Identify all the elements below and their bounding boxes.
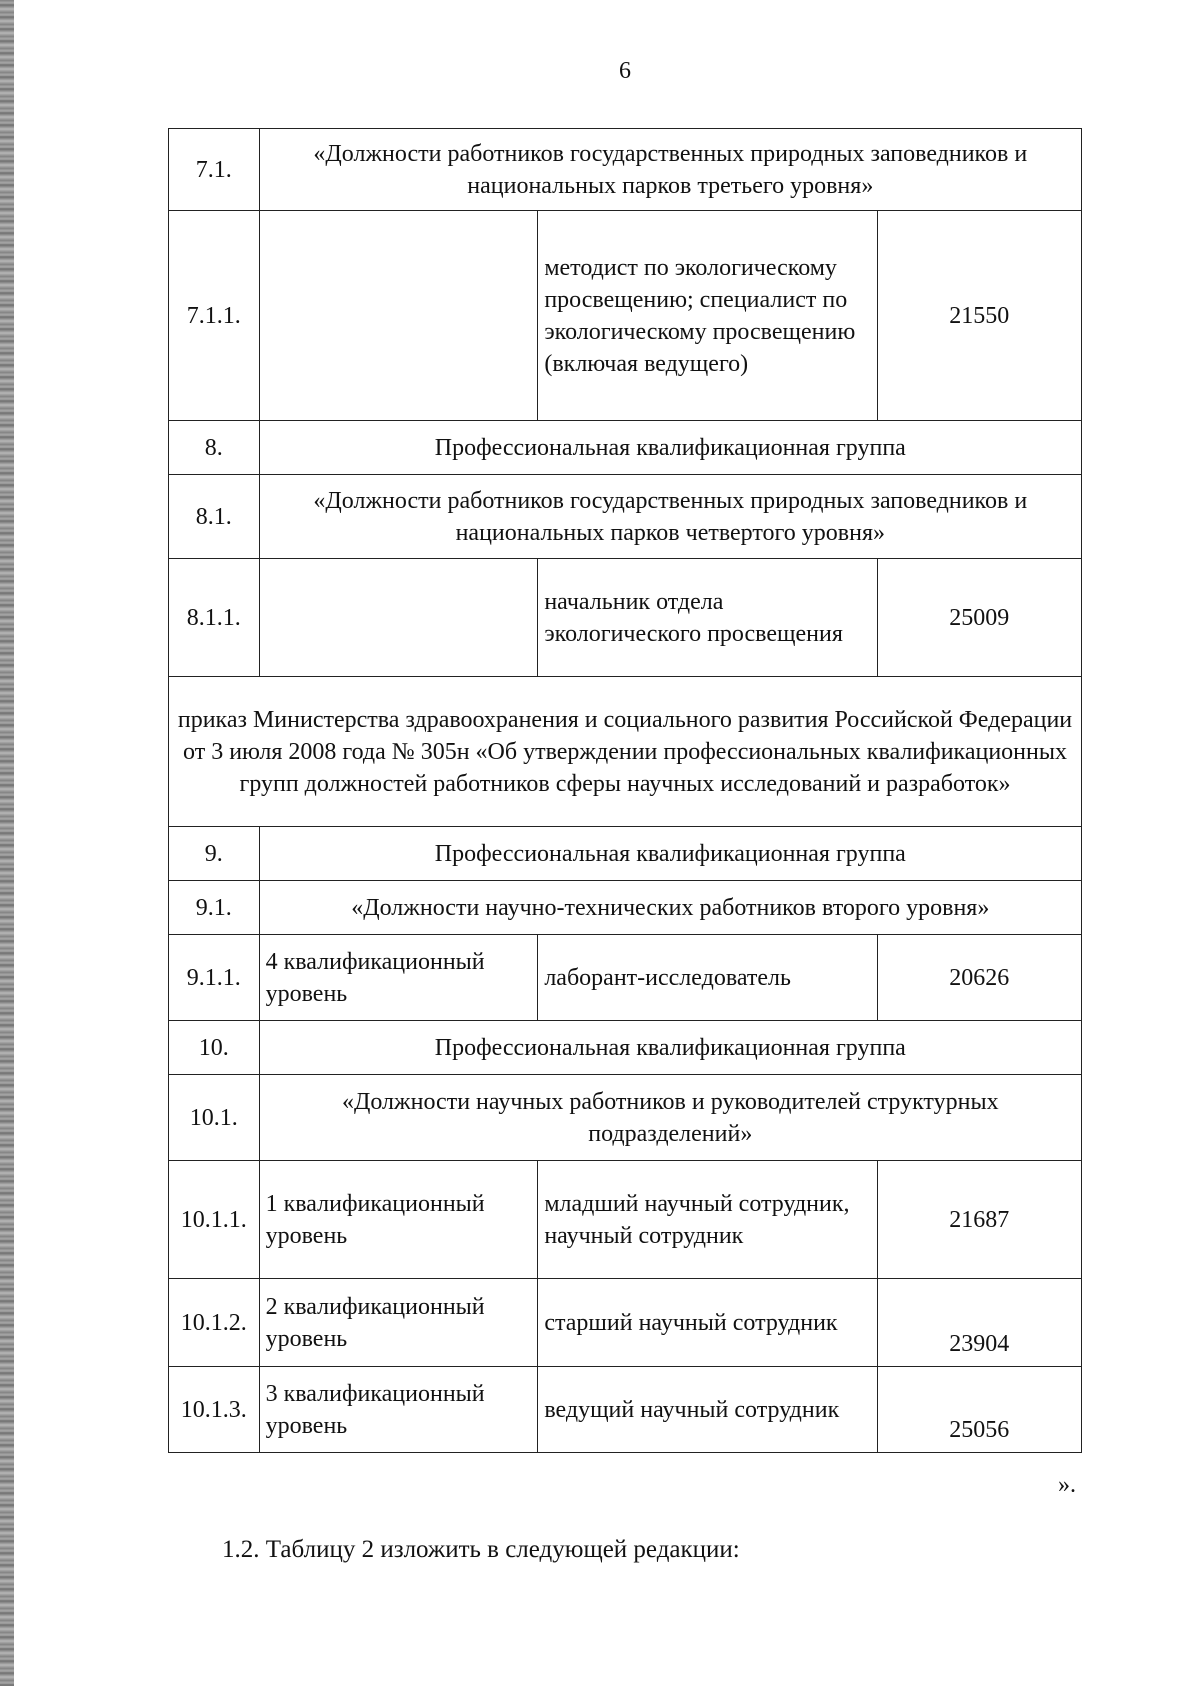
table-row-position bbox=[169, 1161, 1082, 1279]
row-number: 10. bbox=[169, 1021, 260, 1075]
group-title: Профессиональная квалификационная группа bbox=[259, 827, 1081, 881]
position-title: лаборант-исследователь bbox=[538, 935, 877, 1021]
subgroup-title: «Должности научно-технических работников второго уровня» bbox=[259, 881, 1081, 935]
group-title: Профессиональная квалификационная группа bbox=[259, 421, 1081, 475]
group-title: Профессиональная квалификационная группа bbox=[259, 1021, 1081, 1075]
table-row-group bbox=[169, 827, 1082, 881]
subgroup-title: «Должности работников государственных природных заповедников и национальных парков третьего уровня» bbox=[259, 129, 1081, 211]
qualification-level: 3 квалификационный уровень bbox=[259, 1367, 538, 1453]
salary-value: 20626 bbox=[877, 935, 1081, 1021]
table-row-position bbox=[169, 559, 1082, 677]
table-row-group bbox=[169, 421, 1082, 475]
qualification-level bbox=[259, 559, 538, 677]
table-row-subgroup bbox=[169, 881, 1082, 935]
table-row-position bbox=[169, 935, 1082, 1021]
salary-value: 23904 bbox=[877, 1279, 1081, 1367]
row-number: 8. bbox=[169, 421, 260, 475]
position-title: начальник отдела экологического просвещения bbox=[538, 559, 877, 677]
table-row-group bbox=[169, 1021, 1082, 1075]
subgroup-title: «Должности научных работников и руководителей структурных подразделений» bbox=[259, 1075, 1081, 1161]
table-row-position bbox=[169, 1367, 1082, 1453]
table-row-subgroup bbox=[169, 475, 1082, 559]
qualification-level: 2 квалификационный уровень bbox=[259, 1279, 538, 1367]
row-number: 7.1. bbox=[169, 129, 260, 211]
table-row-position bbox=[169, 1279, 1082, 1367]
qualification-level bbox=[259, 211, 538, 421]
row-number: 10.1.3. bbox=[169, 1367, 260, 1453]
table-row-subgroup bbox=[169, 1075, 1082, 1161]
closing-quote-mark: ». bbox=[1058, 1472, 1076, 1498]
salary-value: 25056 bbox=[877, 1367, 1081, 1453]
position-title: младший научный сотрудник, научный сотрудник bbox=[538, 1161, 877, 1279]
position-title: старший научный сотрудник bbox=[538, 1279, 877, 1367]
row-number: 9.1.1. bbox=[169, 935, 260, 1021]
table-row-position bbox=[169, 211, 1082, 421]
qualification-level: 1 квалификационный уровень bbox=[259, 1161, 538, 1279]
row-number: 10.1.2. bbox=[169, 1279, 260, 1367]
row-number: 8.1. bbox=[169, 475, 260, 559]
qualification-level: 4 квалификационный уровень bbox=[259, 935, 538, 1021]
page-number: 6 bbox=[619, 58, 631, 84]
row-number: 10.1. bbox=[169, 1075, 260, 1161]
row-number: 9.1. bbox=[169, 881, 260, 935]
salary-value: 25009 bbox=[877, 559, 1081, 677]
order-reference: приказ Министерства здравоохранения и социального развития Российской Федерации от 3 июля 2008 года № 305н «Об утверждении профессиональных квалификационных групп должностей работников сферы научных исследований и разработок» bbox=[169, 677, 1082, 827]
salary-table bbox=[168, 128, 1082, 1453]
row-number: 9. bbox=[169, 827, 260, 881]
table-row-subgroup bbox=[169, 129, 1082, 211]
position-title: методист по экологическому просвещению; специалист по экологическому просвещению (включая ведущего) bbox=[538, 211, 877, 421]
row-number: 10.1.1. bbox=[169, 1161, 260, 1279]
row-number: 7.1.1. bbox=[169, 211, 260, 421]
salary-value: 21687 bbox=[877, 1161, 1081, 1279]
table-row-order bbox=[169, 677, 1082, 827]
instruction-text: 1.2. Таблицу 2 изложить в следующей редакции: bbox=[222, 1536, 740, 1563]
salary-value: 21550 bbox=[877, 211, 1081, 421]
scan-edge-artifact bbox=[0, 0, 14, 1686]
row-number: 8.1.1. bbox=[169, 559, 260, 677]
position-title: ведущий научный сотрудник bbox=[538, 1367, 877, 1453]
subgroup-title: «Должности работников государственных природных заповедников и национальных парков четвертого уровня» bbox=[259, 475, 1081, 559]
